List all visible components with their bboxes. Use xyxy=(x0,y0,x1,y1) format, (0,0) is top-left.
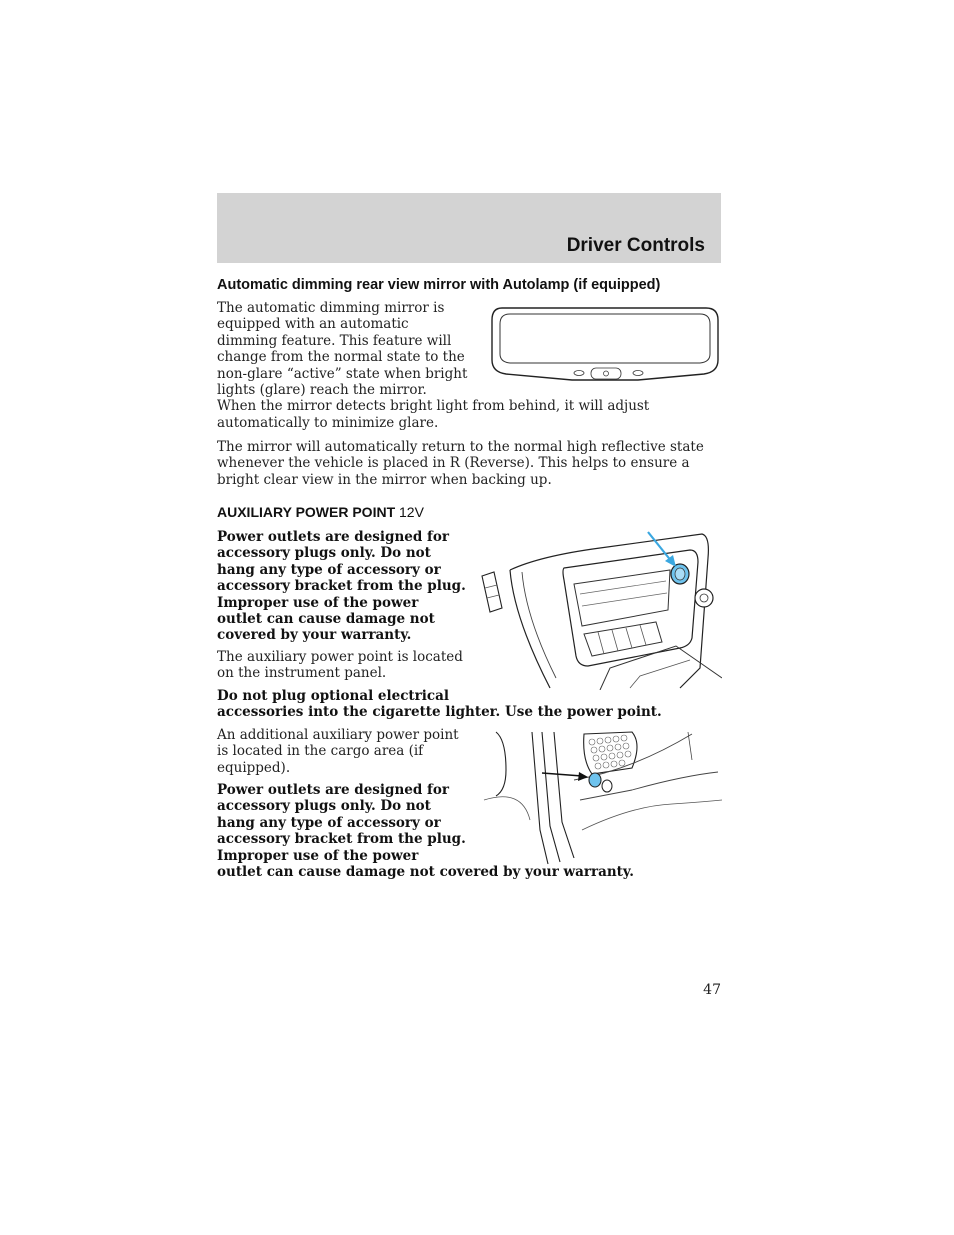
text-line: is located in the cargo area (if xyxy=(217,743,424,760)
mirror-paragraph-2 xyxy=(217,439,704,488)
text-line: accessory plugs only. Do not xyxy=(217,545,431,562)
text-line: hang any type of accessory or xyxy=(217,814,441,831)
text-line: An additional auxiliary power point xyxy=(217,727,459,743)
warning-paragraph-3 xyxy=(217,782,634,880)
text-line: accessory bracket from the plug. xyxy=(217,578,466,595)
power-point-heading xyxy=(217,504,424,520)
text-line: When the mirror detects bright light from behind, it will adjust xyxy=(217,398,650,415)
text-line: hang any type of accessory or xyxy=(217,561,441,578)
text-line: The auxiliary power point is located xyxy=(217,649,463,665)
text-line: equipped with an automatic xyxy=(217,316,409,333)
power-point-location-paragraph xyxy=(217,649,463,682)
text-line: non-glare “active” state when bright xyxy=(217,365,468,382)
text-line: Power outlets are designed for xyxy=(217,529,449,545)
text-line: change from the normal state to the xyxy=(217,349,465,366)
warning-paragraph-2 xyxy=(217,688,662,721)
rear-view-mirror-illustration xyxy=(488,304,722,384)
text-line: on the instrument panel. xyxy=(217,665,387,682)
text-line: whenever the vehicle is placed in R (Reverse). This helps to ensure a xyxy=(217,455,690,472)
mirror-heading: Automatic dimming rear view mirror with Autolamp (if equipped) xyxy=(217,277,661,293)
instrument-panel-power-point-illustration xyxy=(480,528,722,690)
text-line: Power outlets are designed for xyxy=(217,782,449,798)
text-line: Improper use of the power xyxy=(217,847,419,864)
section-title: Driver Controls xyxy=(566,235,705,256)
warning-paragraph-1 xyxy=(217,529,466,644)
power-point-heading-text: AUXILIARY POWER POINT xyxy=(217,504,396,520)
text-line: lights (glare) reach the mirror. xyxy=(217,382,427,399)
text-line: equipped). xyxy=(217,759,291,776)
text-line: Improper use of the power xyxy=(217,594,419,611)
page-number: 47 xyxy=(703,982,721,998)
text-line: accessory bracket from the plug. xyxy=(217,831,466,848)
text-line: dimming feature. This feature will xyxy=(217,332,452,349)
section-header-band xyxy=(217,193,721,263)
text-line: The mirror will automatically return to the normal high reflective state xyxy=(217,439,704,455)
cargo-power-point-paragraph xyxy=(217,727,459,776)
text-line: The automatic dimming mirror is xyxy=(217,300,445,316)
power-point-heading-voltage: 12V xyxy=(399,504,424,520)
text-line: bright clear view in the mirror when backing up. xyxy=(217,471,552,488)
text-line: outlet can cause damage not covered by your warranty. xyxy=(217,864,634,881)
text-line: accessory plugs only. Do not xyxy=(217,798,431,815)
text-line: covered by your warranty. xyxy=(217,627,412,644)
text-line: accessories into the cigarette lighter. Use the power point. xyxy=(217,704,662,721)
text-line: Do not plug optional electrical xyxy=(217,688,449,704)
text-line: automatically to minimize glare. xyxy=(217,414,439,431)
text-line: outlet can cause damage not xyxy=(217,611,435,628)
